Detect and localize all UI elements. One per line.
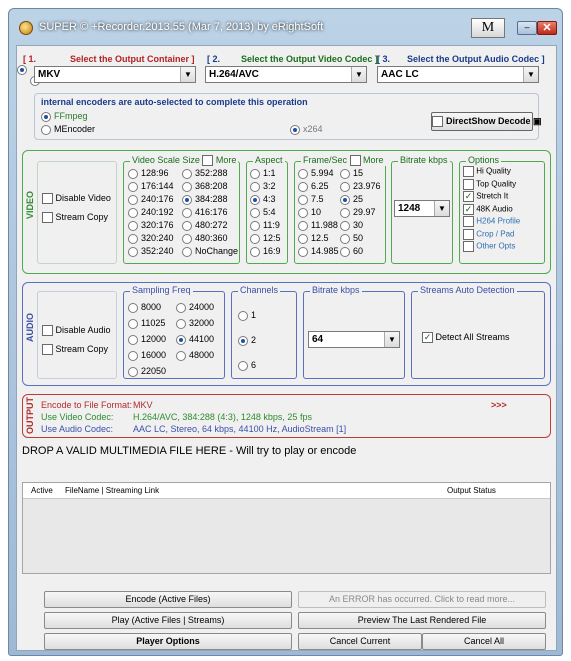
radio-button[interactable] <box>340 182 350 192</box>
video-bitrate-select[interactable]: 1248 ▼ <box>394 200 450 217</box>
step1-label: Select the Output Container ] <box>70 54 195 64</box>
preview-button[interactable]: Preview The Last Rendered File <box>298 612 546 629</box>
video-options-title: Options <box>468 155 500 165</box>
fps-option[interactable] <box>340 168 363 179</box>
radio-button[interactable] <box>298 169 308 179</box>
option-label: 6 <box>251 360 257 370</box>
option-label: 60 <box>353 246 364 256</box>
radio-button[interactable] <box>128 247 138 257</box>
option-label: 11:9 <box>263 220 280 230</box>
channel-option[interactable] <box>238 360 256 371</box>
drop-zone-text: DROP A VALID MULTIMEDIA FILE HERE - Will try to play or encode <box>22 445 357 457</box>
radio-button[interactable] <box>128 303 138 313</box>
option-label: 1 <box>251 310 257 320</box>
option-label: Hi Quality <box>474 166 511 176</box>
fps-option[interactable] <box>340 194 363 205</box>
radio-button[interactable] <box>182 195 192 205</box>
radio-button[interactable] <box>250 221 260 231</box>
checkbox[interactable] <box>463 216 474 227</box>
aspect-option[interactable] <box>250 168 276 179</box>
checkbox[interactable]: ✓ <box>464 203 473 214</box>
fps-option[interactable] <box>298 207 321 218</box>
radio-button[interactable] <box>128 195 138 205</box>
option-label: 128:96 <box>141 168 169 178</box>
radio-button[interactable] <box>182 169 192 179</box>
file-table[interactable] <box>22 482 551 574</box>
option-label: 15 <box>353 168 364 178</box>
radio-button[interactable] <box>340 208 350 218</box>
option-label: 48000 <box>189 350 215 360</box>
cancel-current-button[interactable]: Cancel Current <box>298 633 422 650</box>
option-label: 5:4 <box>263 207 276 217</box>
sampling-freq-option[interactable] <box>128 334 166 345</box>
video-option-48k-audio[interactable] <box>463 204 513 215</box>
radio-button[interactable] <box>128 182 138 192</box>
video-option-h264-profile[interactable] <box>463 216 520 227</box>
option-label: 368:208 <box>195 181 228 191</box>
option-label: 240:192 <box>141 207 174 217</box>
channels-title: Channels <box>240 285 279 295</box>
mencoder-option[interactable]: MEncoder <box>41 124 95 135</box>
audio-stream-copy-checkbox[interactable]: Stream Copy <box>42 344 108 355</box>
detect-all-streams-checkbox[interactable]: ✓ Detect All Streams <box>423 332 510 343</box>
option-label: 320:240 <box>141 233 174 243</box>
option-label: 480:360 <box>195 233 228 243</box>
step1-number: [ 1. <box>23 54 37 64</box>
audio-bitrate-title: Bitrate kbps <box>312 285 360 295</box>
checkbox[interactable] <box>463 179 474 190</box>
output-acodec-label: Use Audio Codec: <box>41 424 114 434</box>
m-button[interactable]: M <box>471 18 505 38</box>
col-active[interactable]: Active <box>31 486 53 495</box>
sampling-freq-option[interactable] <box>176 350 214 361</box>
scale-size-option[interactable] <box>128 233 174 244</box>
checkbox[interactable] <box>463 241 474 252</box>
radio-button[interactable] <box>250 169 260 179</box>
option-label: 4:3 <box>263 194 276 204</box>
radio-button[interactable] <box>128 221 138 231</box>
option-label: 50 <box>353 233 364 243</box>
chevron-down-icon: ▼ <box>351 67 366 82</box>
radio-button[interactable] <box>340 234 350 244</box>
error-message-button[interactable]: An ERROR has occurred. Click to read more... <box>298 591 546 608</box>
video-option-other-opts[interactable] <box>463 241 515 252</box>
radio-button[interactable] <box>250 234 260 244</box>
folder-icon: ▣ <box>533 116 542 126</box>
option-label: 22050 <box>141 366 167 376</box>
output-section <box>22 394 551 438</box>
video-section <box>22 150 551 274</box>
fps-option[interactable] <box>298 168 334 179</box>
sampling-freq-title: Sampling Freq <box>132 285 191 295</box>
option-label: 8000 <box>141 302 162 312</box>
option-label: 16:9 <box>263 246 281 256</box>
option-label: 7.5 <box>311 194 324 204</box>
option-label: 5.994 <box>311 168 334 178</box>
option-label: 16000 <box>141 350 167 360</box>
option-label: 3:2 <box>263 181 276 191</box>
option-label: 320:176 <box>141 220 174 230</box>
fps-option[interactable] <box>340 246 363 257</box>
option-label: Other Opts <box>474 241 516 251</box>
option-label: 14.985 <box>311 246 339 256</box>
fps-option[interactable] <box>298 220 338 231</box>
option-label: 11.988 <box>311 220 338 230</box>
radio-button[interactable] <box>176 351 186 361</box>
player-options-button[interactable]: Player Options <box>44 633 292 650</box>
option-label: 10 <box>311 207 322 217</box>
scale-size-option[interactable] <box>182 220 228 231</box>
radio-button[interactable] <box>182 247 192 257</box>
radio-button[interactable] <box>340 247 350 257</box>
audio-bitrate-group <box>303 285 405 379</box>
channels-group <box>231 285 297 379</box>
scale-size-option[interactable] <box>182 194 228 205</box>
scale-size-option[interactable] <box>128 220 174 231</box>
video-option-stretch-it[interactable] <box>463 191 508 202</box>
sampling-freq-group <box>123 285 225 379</box>
sampling-freq-option[interactable] <box>128 350 166 361</box>
play-button[interactable]: Play (Active Files | Streams) <box>44 612 292 629</box>
radio-button[interactable] <box>238 361 248 371</box>
scale-size-option[interactable] <box>128 246 174 257</box>
radio-button[interactable] <box>182 234 192 244</box>
x264-option[interactable]: x264 <box>290 124 323 135</box>
checkbox[interactable]: ✓ <box>464 191 473 201</box>
cancel-all-button[interactable]: Cancel All <box>422 633 546 650</box>
disable-video-checkbox[interactable]: Disable Video <box>42 193 111 204</box>
fps-option[interactable] <box>340 207 376 218</box>
output-format-label: Encode to File Format: <box>41 400 133 410</box>
step3-number: [ 3. <box>377 54 391 64</box>
close-icon[interactable]: ✕ <box>537 21 557 35</box>
audio-codec-select[interactable]: AAC LC ▼ <box>377 66 539 83</box>
streams-detection-title: Streams Auto Detection <box>420 285 515 295</box>
scale-size-option[interactable] <box>128 207 174 218</box>
scale-size-option[interactable] <box>182 181 228 192</box>
video-scale-group <box>123 155 240 264</box>
output-format-value: MKV <box>133 400 153 410</box>
scale-size-option[interactable] <box>182 207 228 218</box>
option-label: 384:288 <box>195 194 228 204</box>
video-scale-title: Video Scale Size More <box>132 155 237 165</box>
sampling-freq-option[interactable] <box>176 302 214 313</box>
option-label: 352:240 <box>141 246 174 256</box>
option-label: 32000 <box>189 318 215 328</box>
output-vcodec-label: Use Video Codec: <box>41 412 114 422</box>
sampling-freq-option[interactable] <box>128 366 166 377</box>
radio-button[interactable] <box>250 195 260 205</box>
checkbox[interactable] <box>463 166 474 177</box>
option-label: 352:288 <box>195 168 228 178</box>
fps-option[interactable] <box>340 220 363 231</box>
option-label: 12:5 <box>263 233 281 243</box>
radio-button[interactable] <box>250 247 260 257</box>
radio-button[interactable] <box>298 234 308 244</box>
aspect-option[interactable] <box>250 220 280 231</box>
channel-option[interactable] <box>238 310 256 321</box>
chevron-down-icon: ▼ <box>384 332 399 347</box>
option-label: 12.5 <box>311 233 329 243</box>
video-option-top-quality[interactable] <box>463 179 516 190</box>
option-label: NoChange <box>195 246 239 256</box>
video-disable-box <box>37 161 117 264</box>
video-option-hi-quality[interactable] <box>463 166 511 177</box>
encode-button[interactable]: Encode (Active Files) <box>44 591 292 608</box>
scale-size-option[interactable] <box>182 168 228 179</box>
radio-button[interactable] <box>298 208 308 218</box>
radio-button[interactable] <box>298 182 308 192</box>
option-label: 6.25 <box>311 181 329 191</box>
aspect-option[interactable] <box>250 207 276 218</box>
fps-option[interactable] <box>298 233 329 244</box>
option-label: 24000 <box>189 302 215 312</box>
video-bitrate-group <box>391 155 453 264</box>
radio-button[interactable] <box>340 221 350 231</box>
option-label: Stretch It <box>474 191 509 201</box>
fps-group <box>294 155 386 264</box>
option-label: 48K Audio <box>474 204 513 214</box>
option-label: 240:176 <box>141 194 174 204</box>
radio-button[interactable] <box>176 319 186 329</box>
scale-size-option[interactable] <box>128 168 169 179</box>
option-label: 12000 <box>141 334 167 344</box>
option-label: Crop / Pad <box>474 229 515 239</box>
radio-button[interactable] <box>128 335 138 345</box>
aspect-option[interactable] <box>250 194 276 205</box>
radio-button[interactable] <box>176 335 186 345</box>
radio-button[interactable] <box>182 208 192 218</box>
scale-size-option[interactable] <box>182 246 238 257</box>
radio-button[interactable] <box>340 169 350 179</box>
option-label: 23.976 <box>353 181 381 191</box>
fps-option[interactable] <box>298 194 324 205</box>
radio-button[interactable] <box>128 234 138 244</box>
video-options-group <box>459 155 545 264</box>
audio-section <box>22 282 551 386</box>
chevron-down-icon: ▼ <box>180 67 195 82</box>
sampling-freq-option[interactable] <box>128 302 161 313</box>
radio-button[interactable] <box>176 303 186 313</box>
fps-option[interactable] <box>298 246 339 257</box>
disable-audio-checkbox[interactable]: Disable Audio <box>42 325 111 336</box>
video-stream-copy-checkbox[interactable]: Stream Copy <box>42 212 108 223</box>
radio-button[interactable] <box>128 319 138 329</box>
radio-button[interactable] <box>182 221 192 231</box>
option-label: 11025 <box>141 318 166 328</box>
aspect-option[interactable] <box>250 233 281 244</box>
step3-label: Select the Output Audio Codec ] <box>407 54 545 64</box>
radio-button[interactable] <box>238 336 248 346</box>
video-section-label: VIDEO <box>25 191 35 220</box>
radio-button[interactable] <box>128 351 138 361</box>
title-bar[interactable] <box>9 9 562 45</box>
radio-button[interactable] <box>340 195 350 205</box>
option-label: 30 <box>353 220 364 230</box>
radio-button[interactable] <box>128 169 138 179</box>
scale-size-option[interactable] <box>128 194 174 205</box>
radio-button[interactable] <box>250 208 260 218</box>
output-vcodec-value: H.264/AVC, 384:288 (4:3), 1248 kbps, 25 fps <box>133 412 312 422</box>
option-label: Top Quality <box>474 179 517 189</box>
audio-bitrate-select[interactable]: 64 ▼ <box>308 331 400 348</box>
chevron-down-icon: ▼ <box>434 201 449 216</box>
option-label: H264 Profile <box>474 216 521 226</box>
table-header <box>23 483 550 499</box>
minimize-icon[interactable]: – <box>517 21 537 35</box>
app-window <box>8 8 563 656</box>
sampling-freq-option[interactable] <box>128 318 165 329</box>
radio-button[interactable] <box>128 367 138 377</box>
radio-button[interactable] <box>298 221 308 231</box>
option-label: 480:272 <box>195 220 228 230</box>
step2-number: [ 2. <box>207 54 221 64</box>
audio-disable-box <box>37 291 117 379</box>
radio-button[interactable] <box>128 208 138 218</box>
output-section-label: OUTPUT <box>25 397 35 434</box>
option-label: 29.97 <box>353 207 376 217</box>
ffmpeg-option[interactable]: FFmpeg <box>41 111 88 122</box>
aspect-group <box>246 155 288 264</box>
checkbox[interactable] <box>463 229 474 240</box>
output-more-link[interactable]: >>> <box>491 400 507 410</box>
output-acodec-value: AAC LC, Stereo, 64 kbps, 44100 Hz, AudioStream [1] <box>133 424 347 434</box>
streams-detection-group <box>411 285 545 379</box>
option-label: 25 <box>353 194 364 204</box>
scale-size-option[interactable] <box>128 181 174 192</box>
fps-title: Frame/Sec More <box>303 155 384 165</box>
option-label: 2 <box>251 335 257 345</box>
radio-button[interactable] <box>298 195 308 205</box>
container-radio[interactable] <box>17 65 27 75</box>
channel-option[interactable] <box>238 335 256 346</box>
aspect-title: Aspect <box>255 155 283 165</box>
radio-button[interactable] <box>298 247 308 257</box>
aspect-option[interactable] <box>250 181 276 192</box>
app-icon <box>19 21 33 35</box>
audio-section-label: AUDIO <box>25 313 35 342</box>
col-filename[interactable]: FileName | Streaming Link <box>65 486 160 495</box>
sampling-freq-option[interactable] <box>176 334 214 345</box>
encoders-panel <box>34 93 542 140</box>
fps-option[interactable] <box>298 181 329 192</box>
scale-size-option[interactable] <box>182 233 228 244</box>
step2-label: Select the Output Video Codec ] <box>241 54 378 64</box>
client-area <box>16 45 557 651</box>
col-output-status[interactable]: Output Status <box>447 486 496 495</box>
radio-button[interactable] <box>182 182 192 192</box>
container-select[interactable]: MKV ▼ <box>34 66 196 83</box>
option-label: 416:176 <box>195 207 228 217</box>
chevron-down-icon: ▼ <box>523 67 538 82</box>
option-label: 176:144 <box>141 181 174 191</box>
video-codec-select[interactable]: H.264/AVC ▼ <box>205 66 367 83</box>
aspect-option[interactable] <box>250 246 281 257</box>
video-bitrate-title: Bitrate kbps <box>400 155 448 165</box>
option-label: 44100 <box>189 334 215 344</box>
radio-button[interactable] <box>238 311 248 321</box>
fps-option[interactable] <box>340 233 363 244</box>
directshow-decode-button[interactable]: DirectShow Decode ▣ <box>431 112 533 131</box>
option-label: 1:1 <box>263 168 276 178</box>
fps-option[interactable] <box>340 181 381 192</box>
window-title: SUPER © +Recorder.2013.55 (Mar 7, 2013) by eRightSoft <box>39 21 324 33</box>
sampling-freq-option[interactable] <box>176 318 214 329</box>
encoders-title: internal encoders are auto-selected to complete this operation <box>41 97 308 107</box>
radio-button[interactable] <box>250 182 260 192</box>
video-option-crop-pad[interactable] <box>463 229 514 240</box>
